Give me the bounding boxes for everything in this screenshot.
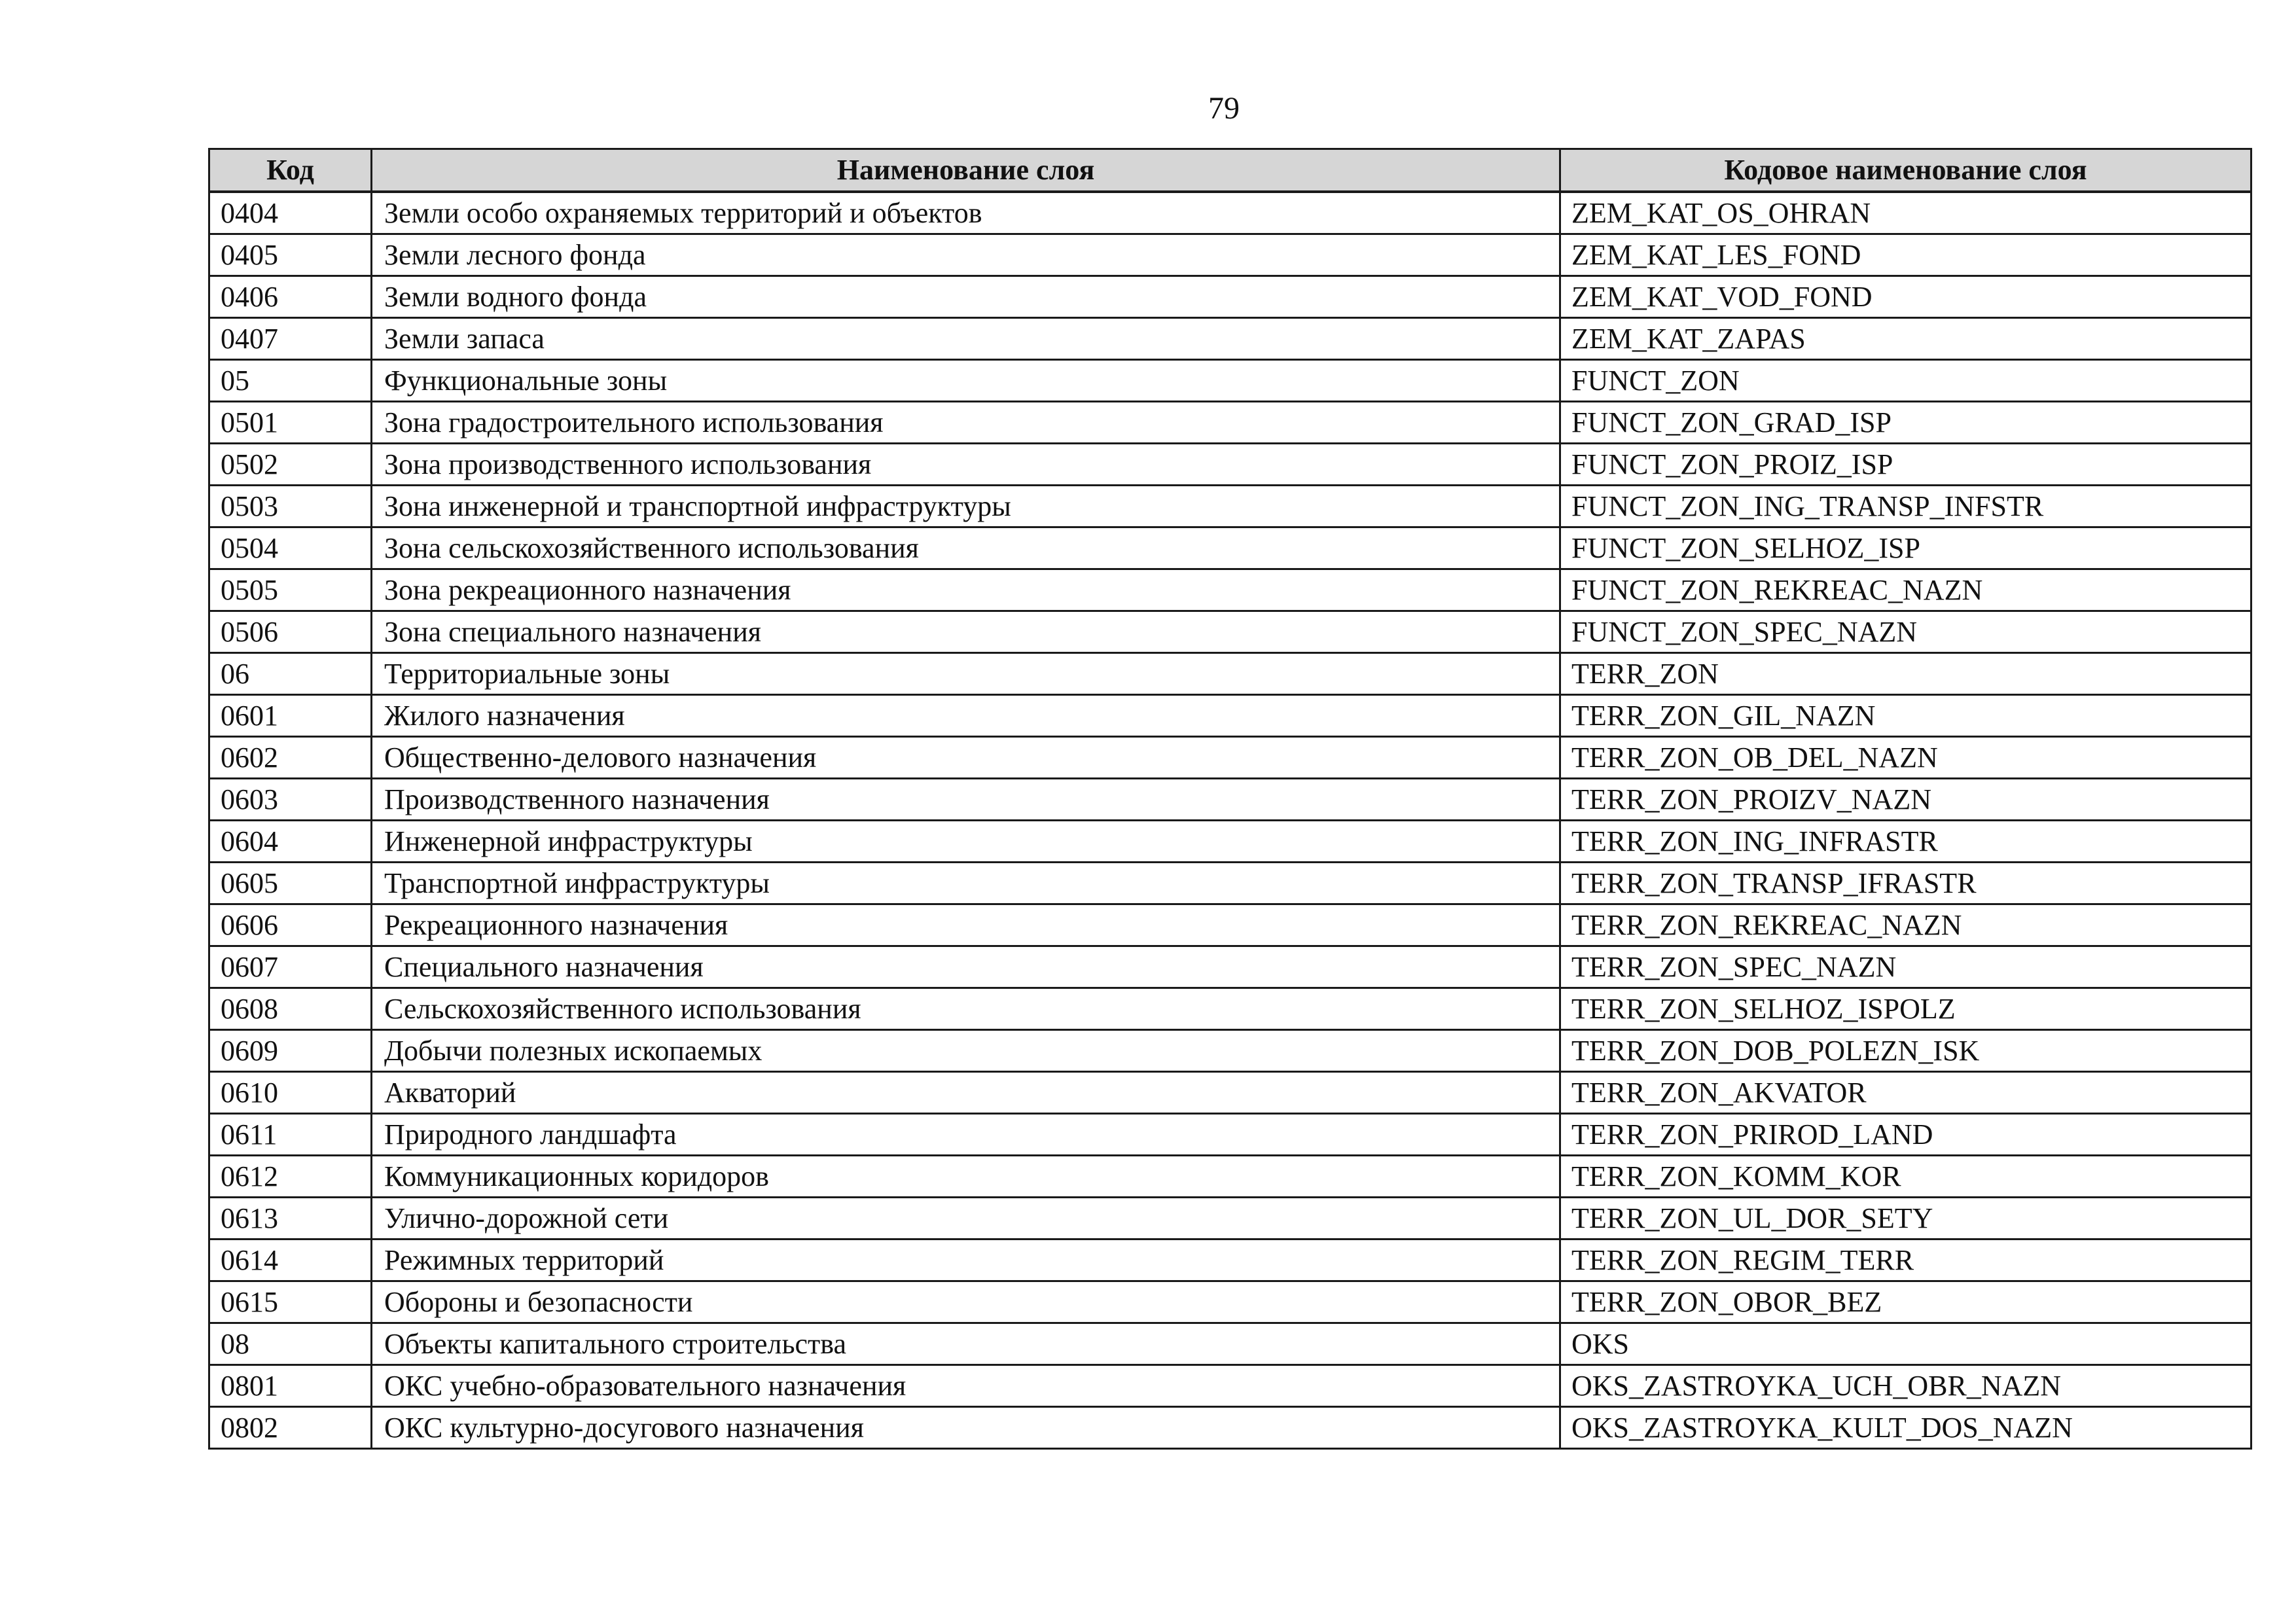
cell-name: Земли особо охраняемых территорий и объектов bbox=[372, 192, 1560, 234]
column-header-name: Наименование слоя bbox=[372, 149, 1560, 192]
cell-codename: TERR_ZON bbox=[1560, 653, 2251, 695]
table-row bbox=[209, 276, 2251, 318]
cell-code: 0504 bbox=[209, 527, 372, 569]
cell-codename: TERR_ZON_UL_DOR_SETY bbox=[1560, 1198, 2251, 1240]
cell-codename: TERR_ZON_GIL_NAZN bbox=[1560, 695, 2251, 737]
table-row bbox=[209, 234, 2251, 276]
cell-code: 0506 bbox=[209, 611, 372, 653]
cell-codename: TERR_ZON_REKREAC_NAZN bbox=[1560, 904, 2251, 946]
cell-code: 0601 bbox=[209, 695, 372, 737]
cell-code: 0613 bbox=[209, 1198, 372, 1240]
table-row bbox=[209, 779, 2251, 821]
cell-name: Инженерной инфраструктуры bbox=[372, 821, 1560, 863]
cell-code: 08 bbox=[209, 1323, 372, 1365]
cell-codename: FUNCT_ZON_SELHOZ_ISP bbox=[1560, 527, 2251, 569]
cell-codename: TERR_ZON_DOB_POLEZN_ISK bbox=[1560, 1030, 2251, 1072]
cell-name: Земли водного фонда bbox=[372, 276, 1560, 318]
table-row bbox=[209, 360, 2251, 402]
table-row bbox=[209, 527, 2251, 569]
cell-code: 06 bbox=[209, 653, 372, 695]
table-row bbox=[209, 653, 2251, 695]
cell-code: 0801 bbox=[209, 1365, 372, 1407]
cell-code: 0503 bbox=[209, 486, 372, 527]
cell-name: Производственного назначения bbox=[372, 779, 1560, 821]
cell-name: Территориальные зоны bbox=[372, 653, 1560, 695]
cell-code: 0602 bbox=[209, 737, 372, 779]
cell-name: Коммуникационных коридоров bbox=[372, 1156, 1560, 1198]
cell-name: Сельскохозяйственного использования bbox=[372, 988, 1560, 1030]
cell-name: ОКС учебно-образовательного назначения bbox=[372, 1365, 1560, 1407]
page-number: 79 bbox=[1208, 91, 1240, 126]
cell-name: Зона рекреационного назначения bbox=[372, 569, 1560, 611]
cell-code: 0802 bbox=[209, 1407, 372, 1449]
cell-code: 05 bbox=[209, 360, 372, 402]
cell-code: 0502 bbox=[209, 444, 372, 486]
table-row bbox=[209, 946, 2251, 988]
cell-name: Функциональные зоны bbox=[372, 360, 1560, 402]
cell-code: 0501 bbox=[209, 402, 372, 444]
cell-name: ОКС культурно-досугового назначения bbox=[372, 1407, 1560, 1449]
cell-name: Зона специального назначения bbox=[372, 611, 1560, 653]
table-row bbox=[209, 318, 2251, 360]
table-row bbox=[209, 1323, 2251, 1365]
cell-codename: OKS_ZASTROYKA_KULT_DOS_NAZN bbox=[1560, 1407, 2251, 1449]
cell-codename: ZEM_KAT_VOD_FOND bbox=[1560, 276, 2251, 318]
cell-codename: TERR_ZON_SELHOZ_ISPOLZ bbox=[1560, 988, 2251, 1030]
cell-name: Улично-дорожной сети bbox=[372, 1198, 1560, 1240]
cell-code: 0606 bbox=[209, 904, 372, 946]
table-row bbox=[209, 1407, 2251, 1449]
cell-code: 0608 bbox=[209, 988, 372, 1030]
cell-codename: OKS bbox=[1560, 1323, 2251, 1365]
cell-name: Акваторий bbox=[372, 1072, 1560, 1114]
table-row bbox=[209, 192, 2251, 234]
cell-codename: TERR_ZON_SPEC_NAZN bbox=[1560, 946, 2251, 988]
cell-codename: TERR_ZON_PROIZV_NAZN bbox=[1560, 779, 2251, 821]
layers-table bbox=[208, 148, 2252, 1450]
cell-code: 0610 bbox=[209, 1072, 372, 1114]
cell-code: 0407 bbox=[209, 318, 372, 360]
table-body bbox=[209, 192, 2251, 1449]
cell-codename: FUNCT_ZON bbox=[1560, 360, 2251, 402]
cell-name: Жилого назначения bbox=[372, 695, 1560, 737]
cell-name: Обороны и безопасности bbox=[372, 1281, 1560, 1323]
table-row bbox=[209, 611, 2251, 653]
table-row bbox=[209, 904, 2251, 946]
cell-name: Зона градостроительного использования bbox=[372, 402, 1560, 444]
table-row bbox=[209, 1365, 2251, 1407]
cell-name: Специального назначения bbox=[372, 946, 1560, 988]
cell-codename: TERR_ZON_PRIROD_LAND bbox=[1560, 1114, 2251, 1156]
table-row bbox=[209, 486, 2251, 527]
column-header-code: Код bbox=[209, 149, 372, 192]
cell-codename: FUNCT_ZON_ING_TRANSP_INFSTR bbox=[1560, 486, 2251, 527]
cell-name: Общественно-делового назначения bbox=[372, 737, 1560, 779]
table-row bbox=[209, 402, 2251, 444]
table-row bbox=[209, 1030, 2251, 1072]
cell-codename: ZEM_KAT_OS_OHRAN bbox=[1560, 192, 2251, 234]
table-row bbox=[209, 1240, 2251, 1281]
column-header-codename: Кодовое наименование слоя bbox=[1560, 149, 2251, 192]
cell-code: 0406 bbox=[209, 276, 372, 318]
cell-name: Рекреационного назначения bbox=[372, 904, 1560, 946]
cell-codename: FUNCT_ZON_SPEC_NAZN bbox=[1560, 611, 2251, 653]
table-row bbox=[209, 1156, 2251, 1198]
table-row bbox=[209, 1072, 2251, 1114]
cell-codename: TERR_ZON_TRANSP_IFRASTR bbox=[1560, 863, 2251, 904]
cell-name: Объекты капитального строительства bbox=[372, 1323, 1560, 1365]
cell-codename: FUNCT_ZON_GRAD_ISP bbox=[1560, 402, 2251, 444]
cell-code: 0603 bbox=[209, 779, 372, 821]
cell-code: 0505 bbox=[209, 569, 372, 611]
cell-code: 0614 bbox=[209, 1240, 372, 1281]
cell-name: Земли лесного фонда bbox=[372, 234, 1560, 276]
cell-name: Природного ландшафта bbox=[372, 1114, 1560, 1156]
table-row bbox=[209, 988, 2251, 1030]
cell-name: Зона сельскохозяйственного использования bbox=[372, 527, 1560, 569]
table-row bbox=[209, 863, 2251, 904]
table-row bbox=[209, 444, 2251, 486]
cell-codename: TERR_ZON_KOMM_KOR bbox=[1560, 1156, 2251, 1198]
cell-code: 0405 bbox=[209, 234, 372, 276]
cell-name: Добычи полезных ископаемых bbox=[372, 1030, 1560, 1072]
table-row bbox=[209, 569, 2251, 611]
cell-code: 0605 bbox=[209, 863, 372, 904]
table-row bbox=[209, 1198, 2251, 1240]
cell-code: 0404 bbox=[209, 192, 372, 234]
cell-code: 0615 bbox=[209, 1281, 372, 1323]
cell-name: Земли запаса bbox=[372, 318, 1560, 360]
cell-code: 0611 bbox=[209, 1114, 372, 1156]
table-row bbox=[209, 737, 2251, 779]
cell-codename: FUNCT_ZON_PROIZ_ISP bbox=[1560, 444, 2251, 486]
cell-codename: OKS_ZASTROYKA_UCH_OBR_NAZN bbox=[1560, 1365, 2251, 1407]
cell-name: Зона инженерной и транспортной инфраструктуры bbox=[372, 486, 1560, 527]
cell-codename: ZEM_KAT_LES_FOND bbox=[1560, 234, 2251, 276]
cell-code: 0607 bbox=[209, 946, 372, 988]
cell-name: Транспортной инфраструктуры bbox=[372, 863, 1560, 904]
table-row bbox=[209, 695, 2251, 737]
cell-name: Зона производственного использования bbox=[372, 444, 1560, 486]
cell-codename: TERR_ZON_OB_DEL_NAZN bbox=[1560, 737, 2251, 779]
cell-codename: TERR_ZON_ING_INFRASTR bbox=[1560, 821, 2251, 863]
cell-codename: FUNCT_ZON_REKREAC_NAZN bbox=[1560, 569, 2251, 611]
cell-codename: TERR_ZON_REGIM_TERR bbox=[1560, 1240, 2251, 1281]
table-row bbox=[209, 1114, 2251, 1156]
cell-code: 0609 bbox=[209, 1030, 372, 1072]
table-header-row bbox=[209, 149, 2251, 192]
table-row bbox=[209, 1281, 2251, 1323]
cell-name: Режимных территорий bbox=[372, 1240, 1560, 1281]
cell-code: 0604 bbox=[209, 821, 372, 863]
cell-codename: TERR_ZON_OBOR_BEZ bbox=[1560, 1281, 2251, 1323]
cell-codename: TERR_ZON_AKVATOR bbox=[1560, 1072, 2251, 1114]
cell-codename: ZEM_KAT_ZAPAS bbox=[1560, 318, 2251, 360]
table-row bbox=[209, 821, 2251, 863]
cell-code: 0612 bbox=[209, 1156, 372, 1198]
